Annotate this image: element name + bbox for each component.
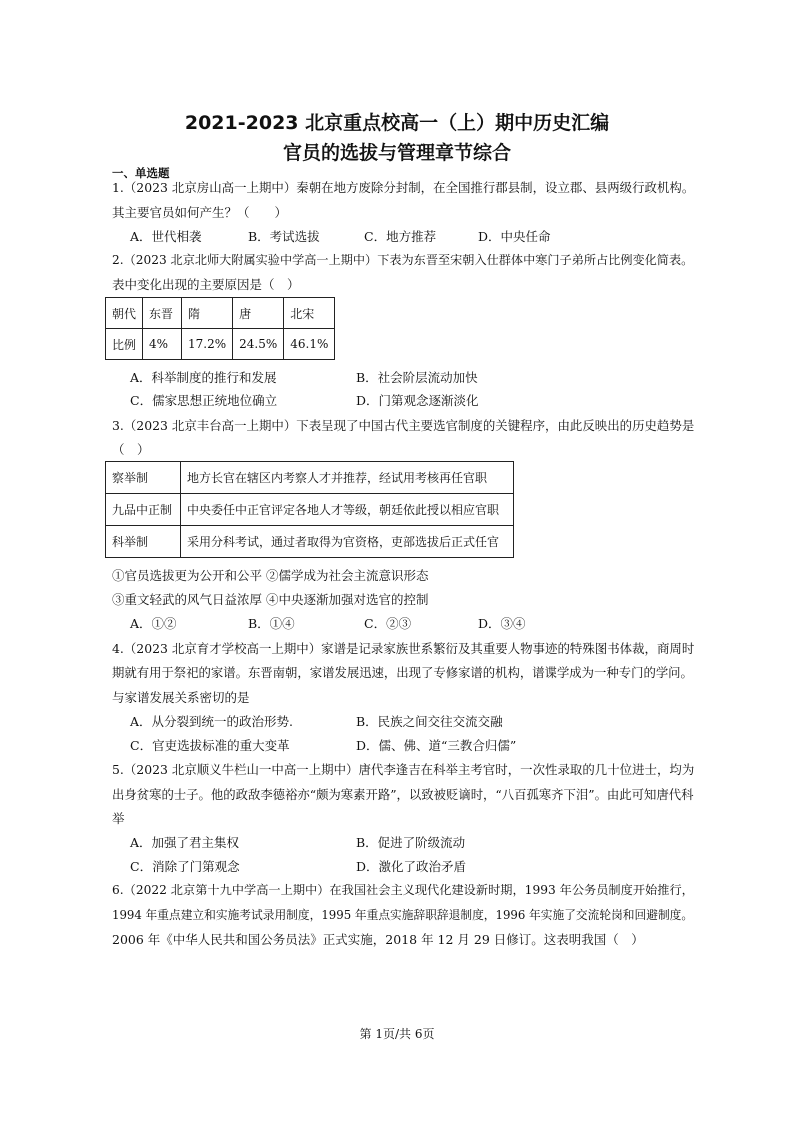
q1-option-a: A．世代相袭: [130, 229, 202, 244]
table-cell: 科举制: [106, 526, 181, 558]
q4-option-b: B．民族之间交往交流交融: [356, 714, 503, 729]
q5-option-d: D．激化了政治矛盾: [356, 859, 467, 874]
q3-items-line1: ①官员选拔更为公开和公平 ②儒学成为社会主流意识形态: [112, 568, 429, 583]
q5-option-b: B．促进了阶级流动: [356, 835, 466, 850]
q3-option-b: B．①④: [248, 616, 295, 631]
q3-stem-line2: （ ）: [112, 442, 150, 457]
q3-table: [105, 461, 514, 558]
q4-option-a: A．从分裂到统一的政治形势.: [130, 714, 294, 729]
table-cell: 地方长官在辖区内考察人才并推荐，经试用考核再任官职: [181, 462, 514, 494]
table-cell: 采用分科考试，通过者取得为官资格，吏部选拔后正式任官: [181, 526, 514, 558]
table-row: [106, 462, 514, 494]
q5-option-a: A．加强了君主集权: [130, 835, 240, 850]
q2-option-c: C．儒家思想正统地位确立: [130, 393, 278, 408]
table-cell: 24.5%: [233, 329, 284, 360]
table-cell: 东晋: [143, 298, 182, 329]
q3-option-c: C．②③: [364, 616, 412, 631]
table-row: [106, 494, 514, 526]
table-cell: 17.2%: [182, 329, 233, 360]
q2-stem-line1: 2.（2023 北京北师大附属实验中学高一上期中）下表为东晋至宋朝入仕群体中寒门子弟所占比例变化简表。: [112, 253, 694, 267]
table-cell: 比例: [106, 329, 143, 360]
table-cell: 隋: [182, 298, 233, 329]
q1-stem-line2: 其主要官员如何产生？（ ）: [112, 205, 288, 220]
q2-table: [105, 297, 335, 360]
table-cell: 朝代: [106, 298, 143, 329]
page-number-footer: 第 1页/共 6页: [359, 1027, 435, 1041]
q6-stem-line3: 2006 年《中华人民共和国公务员法》正式实施，2018 年 12 月 29 日修订。这表明我国（ ）: [112, 932, 644, 947]
q4-stem-line1: 4.（2023 北京育才学校高一上期中）家谱是记录家族世系繁衍及其重要人物事迹的特殊图书体裁，商周时: [112, 641, 695, 656]
q1-option-d: D．中央任命: [478, 229, 551, 244]
q2-option-d: D．门第观念逐渐淡化: [356, 393, 479, 408]
document-title: 2021-2023 北京重点校高一（上）期中历史汇编: [184, 112, 610, 134]
q5-stem-line1: 5.（2023 北京顺义牛栏山一中高一上期中）唐代李逢吉在科举主考官时，一次性录取的几十位进士，均为: [112, 762, 695, 777]
document-subtitle: 官员的选拔与管理章节综合: [282, 142, 511, 164]
table-row: [106, 298, 335, 329]
table-cell: 九品中正制: [106, 494, 181, 526]
q1-option-b: B．考试选拔: [248, 229, 320, 244]
q5-stem-line2: 出身贫寒的士子。他的政敌李德裕亦“颇为寒素开路”，以致被贬谪时，“八百孤寒齐下泪”。由此可知唐代科: [112, 788, 694, 802]
table-cell: 察举制: [106, 462, 181, 494]
table-cell: 46.1%: [284, 329, 335, 360]
table-row: [106, 329, 335, 360]
q3-option-d: D．③④: [478, 616, 526, 631]
q6-stem-line2: 1994 年重点建立和实施考试录用制度，1995 年重点实施辞职辞退制度，1996 年实施了交流轮岗和回避制度。: [112, 908, 694, 922]
q1-option-c: C．地方推荐: [364, 229, 437, 244]
table-cell: 4%: [143, 329, 182, 360]
table-cell: 北宋: [284, 298, 335, 329]
table-cell: 唐: [233, 298, 284, 329]
q4-stem-line3: 与家谱发展关系密切的是: [112, 690, 250, 705]
section-heading: 一、单选题: [112, 166, 170, 180]
q6-stem-line1: 6.（2022 北京第十九中学高一上期中）在我国社会主义现代化建设新时期，1993 年公务员制度开始推行，: [112, 883, 694, 897]
q4-option-c: C．官吏选拔标准的重大变革: [130, 738, 290, 753]
q3-items-line2: ③重文轻武的风气日益浓厚 ④中央逐渐加强对选官的控制: [112, 592, 429, 607]
q2-stem-line2: 表中变化出现的主要原因是（ ）: [112, 277, 300, 292]
q3-stem-line1: 3.（2023 北京丰台高一上期中）下表呈现了中国古代主要选官制度的关键程序，由此反映出的历史趋势是: [112, 418, 695, 433]
q2-option-b: B．社会阶层流动加快: [356, 370, 478, 385]
q3-option-a: A．①②: [130, 616, 177, 631]
q2-option-a: A．科举制度的推行和发展: [130, 370, 277, 385]
table-cell: 中央委任中正官评定各地人才等级，朝廷依此授以相应官职: [181, 494, 514, 526]
table-row: [106, 526, 514, 558]
q4-stem-line2: 期就有用于祭祀的家谱。东晋南朝，家谱发展迅速，出现了专修家谱的机构，谱谍学成为一种专门的学问。: [112, 666, 693, 680]
q4-option-d: D．儒、佛、道“三教合归儒”: [356, 738, 517, 753]
q5-stem-line3: 举: [112, 811, 125, 826]
q5-option-c: C．消除了门第观念: [130, 859, 240, 874]
q1-stem-line1: 1.（2023 北京房山高一上期中）秦朝在地方废除分封制，在全国推行郡县制，设立郡、县两级行政机构。: [112, 180, 695, 195]
